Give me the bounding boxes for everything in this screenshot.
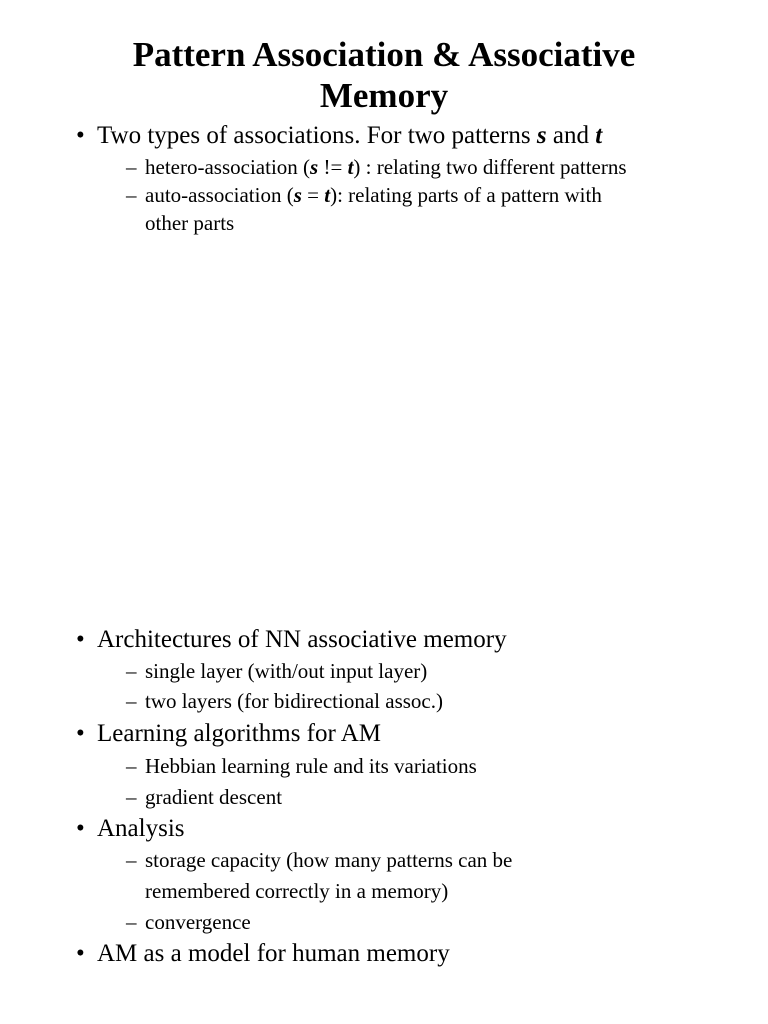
sub-text: Hebbian learning rule and its variations [145, 754, 477, 778]
sub-text: storage capacity (how many patterns can be [145, 848, 513, 872]
slide-title [40, 34, 728, 116]
bullet-icon: • [76, 940, 85, 967]
sub-text: gradient descent [145, 785, 283, 809]
dash-icon: – [126, 848, 137, 872]
sub-text-cont: remembered correctly in a memory) [145, 879, 449, 903]
sub-text: single layer (with/out input layer) [145, 659, 428, 683]
dash-icon: – [126, 659, 137, 683]
bullet-text: Two types of associations. For two patterns s and t [97, 122, 603, 149]
bullet-text: Learning algorithms for AM [97, 720, 381, 747]
bullet-icon: • [76, 720, 85, 747]
title-line-1: Pattern Association & Associative [132, 35, 636, 74]
sub-text: convergence [145, 910, 251, 934]
bullet-text: Analysis [97, 815, 185, 842]
dash-icon: – [126, 689, 137, 713]
bullet-icon: • [76, 626, 85, 653]
sub-text: hetero-association (s != t) : relating two different patterns [145, 155, 627, 179]
title-line-2: Memory [319, 76, 449, 115]
dash-icon: – [126, 785, 137, 809]
bullet-icon: • [76, 815, 85, 842]
dash-icon: – [126, 754, 137, 778]
sub-text: two layers (for bidirectional assoc.) [145, 689, 443, 713]
blank-area [76, 250, 692, 610]
sub-text: auto-association (s = t): relating parts of a pattern with [145, 183, 602, 207]
sub-text-cont: other parts [145, 211, 235, 235]
dash-icon: – [126, 155, 137, 179]
dash-icon: – [126, 183, 137, 207]
bullet-icon: • [76, 122, 85, 149]
bullet-text: AM as a model for human memory [97, 940, 450, 967]
dash-icon: – [126, 910, 137, 934]
bullet-text: Architectures of NN associative memory [97, 626, 507, 653]
